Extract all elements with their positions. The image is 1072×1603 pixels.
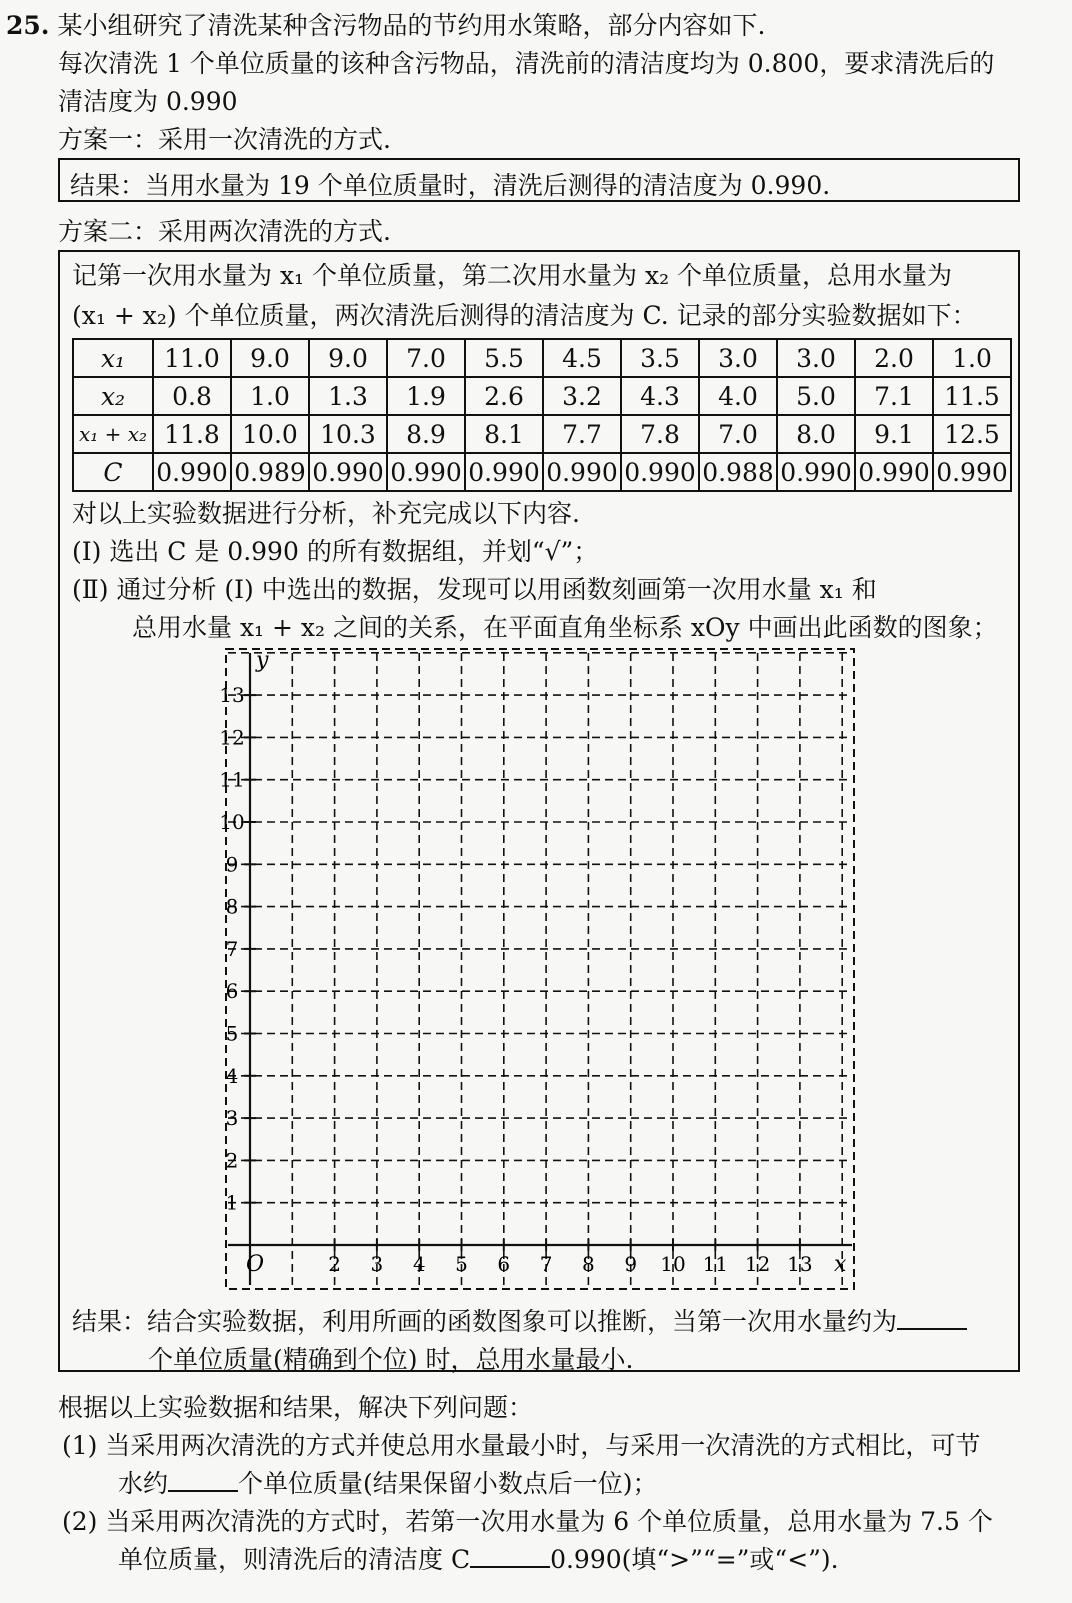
analysis-part2-line2: 总用水量 x₁ + x₂ 之间的关系，在平面直角坐标系 xOy 中画出此函数的图象； [132, 613, 998, 642]
table-header: x₁ + x₂ [73, 415, 153, 453]
table-cell: 4.5 [543, 339, 621, 377]
table-cell: 2.0 [855, 339, 933, 377]
table-cell: 8.0 [777, 415, 855, 453]
table-cell: 11.0 [153, 339, 231, 377]
y-tick-label: 12 [219, 725, 245, 750]
answer-blank-x1[interactable] [897, 1306, 967, 1330]
y-tick-label: 4 [225, 1063, 239, 1088]
table-cell: 9.0 [309, 339, 387, 377]
table-cell: 4.3 [621, 377, 699, 415]
table-cell: 0.990 [933, 453, 1011, 491]
result-line-2: 个单位质量(精确到个位) 时，总用水量最小. [148, 1345, 634, 1374]
q2-text-post: 0.990(填“>”“=”或“<”). [550, 1545, 839, 1574]
q2-text-pre: 单位质量，则清洗后的清洁度 C [118, 1545, 471, 1574]
answer-blank-compare[interactable] [470, 1544, 550, 1568]
table-cell: 5.0 [777, 377, 855, 415]
table-cell: 10.0 [231, 415, 309, 453]
table-row [73, 339, 1011, 377]
question-intro-1: 某小组研究了清洗某种含污物品的节约用水策略，部分内容如下. [57, 11, 766, 40]
table-cell: 7.1 [855, 377, 933, 415]
table-cell: 8.9 [387, 415, 465, 453]
table-cell: 1.0 [933, 339, 1011, 377]
table-cell: 8.1 [465, 415, 543, 453]
table-cell: 0.990 [153, 453, 231, 491]
x-tick-label: 4 [412, 1252, 426, 1276]
table-cell: 0.990 [777, 453, 855, 491]
y-tick-label: 13 [219, 683, 245, 708]
origin-label: O [246, 1252, 265, 1277]
table-cell: 10.3 [309, 415, 387, 453]
x-tick-label: 9 [624, 1252, 638, 1276]
x-tick-label: 12 [744, 1252, 771, 1276]
q2-line-2 [118, 1540, 839, 1576]
y-tick-label: 8 [225, 894, 239, 919]
result-line-1 [72, 1302, 967, 1338]
result-text-1: 结果：结合实验数据，利用所画的函数图象可以推断，当第一次用水量约为 [72, 1307, 898, 1336]
table-row [73, 377, 1011, 415]
x-tick-label: 13 [787, 1252, 813, 1276]
question-intro-3: 清洁度为 0.990 [58, 87, 238, 116]
table-cell: 1.0 [231, 377, 309, 415]
x-tick-label: 7 [539, 1252, 553, 1276]
table-cell: 7.8 [621, 415, 699, 453]
table-cell: 3.2 [543, 377, 621, 415]
plan2-title: 方案二：采用两次清洗的方式. [58, 217, 391, 246]
table-header: x₂ [73, 377, 153, 415]
x-tick-label: 6 [497, 1252, 511, 1276]
x-tick-label: 8 [582, 1252, 595, 1276]
plan1-result-box [58, 158, 1020, 202]
table-cell: 0.990 [855, 453, 933, 491]
analysis-part2-line1: (Ⅱ) 通过分析 (Ⅰ) 中选出的数据，发现可以用函数刻画第一次用水量 x₁ 和 [72, 575, 877, 604]
table-cell: 3.0 [777, 339, 855, 377]
data-table [72, 338, 1012, 492]
plan2-line-2: (x₁ + x₂) 个单位质量，两次清洗后测得的清洁度为 C. 记录的部分实验数据如下： [72, 301, 977, 330]
table-cell: 0.990 [309, 453, 387, 491]
question-number: 25. [6, 11, 50, 40]
y-tick-label: 5 [225, 1021, 239, 1046]
table-cell: 12.5 [933, 415, 1011, 453]
coordinate-grid [219, 645, 858, 1295]
x-tick-label: 5 [455, 1252, 468, 1276]
table-cell: 9.1 [855, 415, 933, 453]
table-cell: 1.3 [309, 377, 387, 415]
y-tick-label: 2 [225, 1148, 239, 1173]
q1-line-2 [118, 1464, 658, 1500]
x-tick-label: 2 [328, 1252, 341, 1276]
x-tick-label: 10 [660, 1252, 686, 1276]
question-intro-2: 每次清洗 1 个单位质量的该种含污物品，清洗前的清洁度均为 0.800，要求清洗后的 [58, 49, 995, 78]
y-tick-label: 9 [225, 852, 239, 877]
table-row [73, 415, 1011, 453]
table-cell: 2.6 [465, 377, 543, 415]
x-axis-label: x [834, 1252, 847, 1277]
table-cell: 4.0 [699, 377, 777, 415]
table-cell: 7.0 [699, 415, 777, 453]
table-header: x₁ [73, 339, 153, 377]
x-tick-label: 3 [370, 1252, 384, 1276]
x-tick-label: 11 [702, 1252, 729, 1276]
y-tick-label: 10 [219, 810, 245, 834]
y-tick-label: 6 [225, 979, 239, 1004]
answer-blank-saving[interactable] [168, 1468, 238, 1492]
plan1-result: 结果：当用水量为 19 个单位质量时，清洗后测得的清洁度为 0.990. [70, 171, 831, 200]
y-tick-label: 1 [225, 1190, 239, 1215]
table-cell: 0.990 [465, 453, 543, 491]
table-cell: 0.990 [543, 453, 621, 491]
table-cell: 9.0 [231, 339, 309, 377]
questions-intro: 根据以上实验数据和结果，解决下列问题： [58, 1393, 534, 1422]
grid-frame [226, 649, 854, 1289]
q1-text-pre: 水约 [118, 1469, 169, 1498]
table-header: C [73, 453, 153, 491]
y-tick-label: 11 [219, 767, 245, 792]
plan2-line-1: 记第一次用水量为 x₁ 个单位质量，第二次用水量为 x₂ 个单位质量，总用水量为 [72, 261, 953, 290]
q1-line-1: (1) 当采用两次清洗的方式并使总用水量最小时，与采用一次清洗的方式相比，可节 [62, 1431, 981, 1460]
table-cell: 7.0 [387, 339, 465, 377]
table-cell: 11.8 [153, 415, 231, 453]
table-row [73, 453, 1011, 491]
table-cell: 1.9 [387, 377, 465, 415]
y-tick-label: 7 [225, 936, 239, 961]
table-cell: 3.5 [621, 339, 699, 377]
question-line-1 [6, 6, 765, 42]
table-cell: 0.990 [387, 453, 465, 491]
table-cell: 5.5 [465, 339, 543, 377]
y-axis-label: y [256, 648, 269, 673]
q1-text-post: 个单位质量(结果保留小数点后一位)； [238, 1469, 658, 1498]
table-cell: 0.988 [699, 453, 777, 491]
analysis-part1: (Ⅰ) 选出 C 是 0.990 的所有数据组，并划“√”； [72, 537, 599, 566]
plan1-title: 方案一：采用一次清洗的方式. [58, 125, 391, 154]
table-cell: 0.8 [153, 377, 231, 415]
y-tick-label: 3 [225, 1106, 239, 1131]
table-cell: 3.0 [699, 339, 777, 377]
table-cell: 0.989 [231, 453, 309, 491]
table-cell: 0.990 [621, 453, 699, 491]
table-cell: 7.7 [543, 415, 621, 453]
analysis-intro: 对以上实验数据进行分析，补充完成以下内容. [72, 499, 580, 528]
q2-line-1: (2) 当采用两次清洗的方式时，若第一次用水量为 6 个单位质量，总用水量为 7.5 个 [62, 1507, 993, 1536]
table-cell: 11.5 [933, 377, 1011, 415]
